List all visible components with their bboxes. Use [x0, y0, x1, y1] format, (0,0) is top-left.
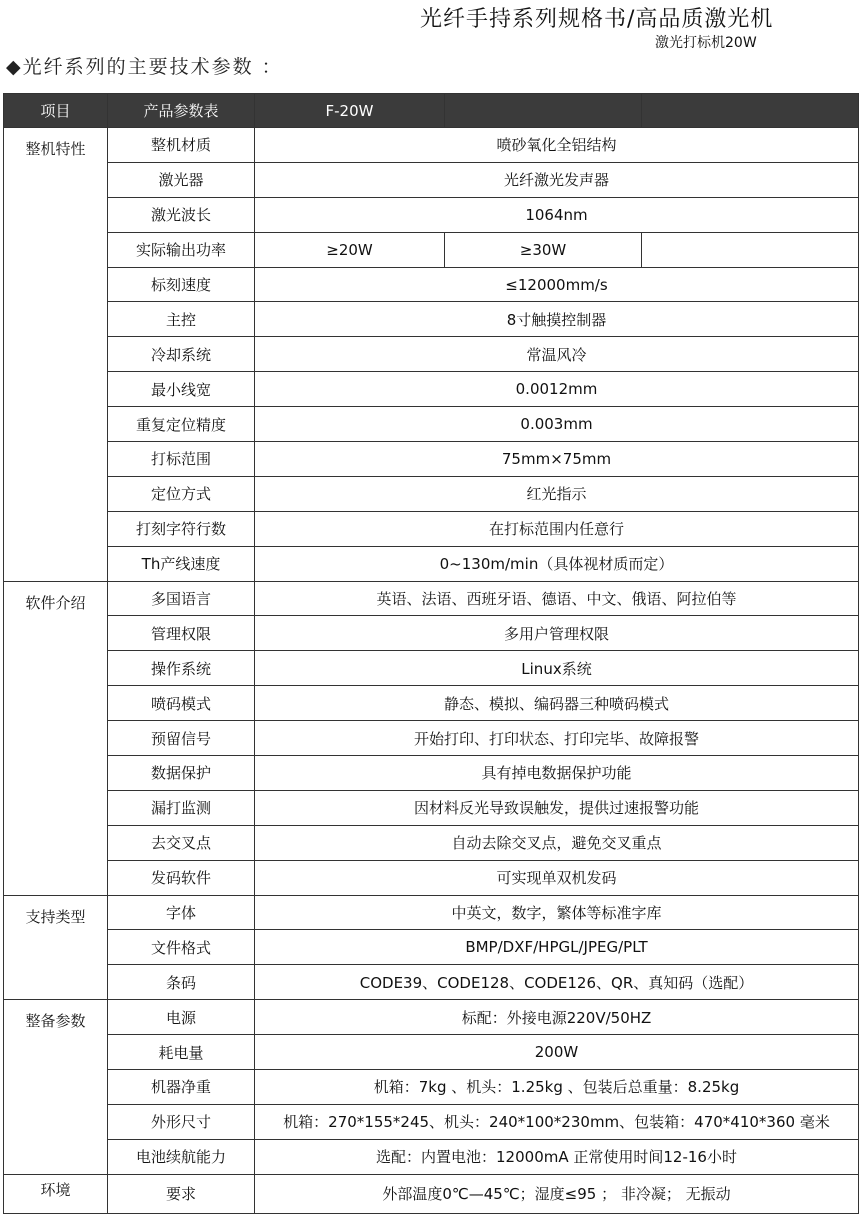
- param-cell: 操作系统: [108, 651, 255, 686]
- value-cell: 开始打印、打印状态、打印完毕、故障报警: [255, 721, 859, 756]
- value-cell: 多用户管理权限: [255, 616, 859, 651]
- table-row: [4, 686, 859, 721]
- value-cell: 英语、法语、西班牙语、德语、中文、俄语、阿拉伯等: [255, 581, 859, 616]
- value-cell: 自动去除交叉点，避免交叉重点: [255, 825, 859, 860]
- value-cell: 选配：内置电池：12000mA 正常使用时间12-16小时: [255, 1139, 859, 1174]
- spec-table: [3, 93, 859, 1214]
- param-cell: 去交叉点: [108, 825, 255, 860]
- value-cell: 标配：外接电源220V/50HZ: [255, 1000, 859, 1035]
- value-cell: 红光指示: [255, 476, 859, 511]
- param-cell: 打标范围: [108, 442, 255, 477]
- value-cell: 在打标范围内任意行: [255, 511, 859, 546]
- param-cell: 喷码模式: [108, 686, 255, 721]
- table-row: [4, 162, 859, 197]
- param-cell: 外形尺寸: [108, 1104, 255, 1139]
- param-cell: 定位方式: [108, 476, 255, 511]
- table-row: [4, 337, 859, 372]
- category-cell: 整机特性: [4, 128, 108, 582]
- table-row: [4, 1104, 859, 1139]
- category-cell: 软件介绍: [4, 581, 108, 895]
- header-blank-2: [642, 94, 859, 128]
- param-cell: 主控: [108, 302, 255, 337]
- param-cell: 实际输出功率: [108, 232, 255, 267]
- table-row: [4, 721, 859, 756]
- table-row: [4, 616, 859, 651]
- header-model: F-20W: [255, 94, 445, 128]
- param-cell: 多国语言: [108, 581, 255, 616]
- table-row: [4, 825, 859, 860]
- value-cell: 因材料反光导致误触发，提供过速报警功能: [255, 790, 859, 825]
- header-item: 项目: [4, 94, 108, 128]
- value-cell: 具有掉电数据保护功能: [255, 756, 859, 791]
- param-cell: 整机材质: [108, 128, 255, 163]
- value-cell: Linux系统: [255, 651, 859, 686]
- value-cell: 可实现单双机发码: [255, 860, 859, 895]
- param-cell: 激光器: [108, 162, 255, 197]
- table-row: [4, 128, 859, 163]
- section-heading: ◆光纤系列的主要技术参数 ：: [6, 56, 283, 78]
- spec-table-header: [4, 94, 859, 128]
- value-cell: 喷砂氧化全铝结构: [255, 128, 859, 163]
- table-row: [4, 372, 859, 407]
- param-cell: 电源: [108, 1000, 255, 1035]
- value-cell: 0.003mm: [255, 407, 859, 442]
- value-cell: 8寸触摸控制器: [255, 302, 859, 337]
- value-cell: 外部温度0℃—45℃；湿度≤95 ； 非冷凝； 无振动: [255, 1174, 859, 1213]
- param-cell: 条码: [108, 965, 255, 1000]
- table-row: [4, 1139, 859, 1174]
- value-cell: 75mm×75mm: [255, 442, 859, 477]
- param-cell: 管理权限: [108, 616, 255, 651]
- table-row: [4, 581, 859, 616]
- table-row: [4, 651, 859, 686]
- param-cell: 标刻速度: [108, 267, 255, 302]
- value-cell: ≥20W: [255, 232, 445, 267]
- value-cell: 机箱：7kg 、机头：1.25kg 、包装后总重量：8.25kg: [255, 1070, 859, 1105]
- table-row: [4, 1000, 859, 1035]
- table-row: [4, 756, 859, 791]
- table-row: [4, 790, 859, 825]
- param-cell: Th产线速度: [108, 546, 255, 581]
- param-cell: 机器净重: [108, 1070, 255, 1105]
- table-row: [4, 895, 859, 930]
- value-cell: 0~130m/min（具体视材质而定）: [255, 546, 859, 581]
- value-cell: 0.0012mm: [255, 372, 859, 407]
- param-cell: 数据保护: [108, 756, 255, 791]
- param-cell: 要求: [108, 1174, 255, 1213]
- table-row: [4, 232, 859, 267]
- table-row: [4, 1035, 859, 1070]
- param-cell: 最小线宽: [108, 372, 255, 407]
- table-row: [4, 197, 859, 232]
- table-row: [4, 1070, 859, 1105]
- category-cell: 整备参数: [4, 1000, 108, 1174]
- table-row: [4, 965, 859, 1000]
- table-row: [4, 860, 859, 895]
- value-cell: 中英文，数字，繁体等标准字库: [255, 895, 859, 930]
- table-row: [4, 407, 859, 442]
- param-cell: 重复定位精度: [108, 407, 255, 442]
- param-cell: 打刻字符行数: [108, 511, 255, 546]
- header-param: 产品参数表: [108, 94, 255, 128]
- value-cell: 1064nm: [255, 197, 859, 232]
- param-cell: 文件格式: [108, 930, 255, 965]
- value-cell: 光纤激光发声器: [255, 162, 859, 197]
- document-subtitle: 激光打标机20W: [655, 35, 757, 51]
- table-row: [4, 546, 859, 581]
- table-row: [4, 511, 859, 546]
- value-cell: 常温风冷: [255, 337, 859, 372]
- param-cell: 冷却系统: [108, 337, 255, 372]
- param-cell: 发码软件: [108, 860, 255, 895]
- table-row: [4, 1174, 859, 1213]
- category-cell: 支持类型: [4, 895, 108, 1000]
- table-row: [4, 302, 859, 337]
- value-cell: 200W: [255, 1035, 859, 1070]
- value-cell: ≤12000mm/s: [255, 267, 859, 302]
- param-cell: 耗电量: [108, 1035, 255, 1070]
- param-cell: 电池续航能力: [108, 1139, 255, 1174]
- param-cell: 预留信号: [108, 721, 255, 756]
- table-row: [4, 476, 859, 511]
- table-row: [4, 930, 859, 965]
- param-cell: 字体: [108, 895, 255, 930]
- value-cell: 机箱：270*155*245、机头：240*100*230mm、包装箱：470*410*360 毫米: [255, 1104, 859, 1139]
- header-blank-1: [445, 94, 642, 128]
- value-cell: BMP/DXF/HPGL/JPEG/PLT: [255, 930, 859, 965]
- value-cell: 静态、模拟、编码器三种喷码模式: [255, 686, 859, 721]
- value-cell: CODE39、CODE128、CODE126、QR、真知码（选配）: [255, 965, 859, 1000]
- param-cell: 漏打监测: [108, 790, 255, 825]
- value-cell: [642, 232, 859, 267]
- category-cell: 环境: [4, 1174, 108, 1213]
- value-cell: ≥30W: [445, 232, 642, 267]
- table-row: [4, 442, 859, 477]
- document-title: 光纤手持系列规格书/高品质激光机: [420, 7, 774, 32]
- table-row: [4, 267, 859, 302]
- param-cell: 激光波长: [108, 197, 255, 232]
